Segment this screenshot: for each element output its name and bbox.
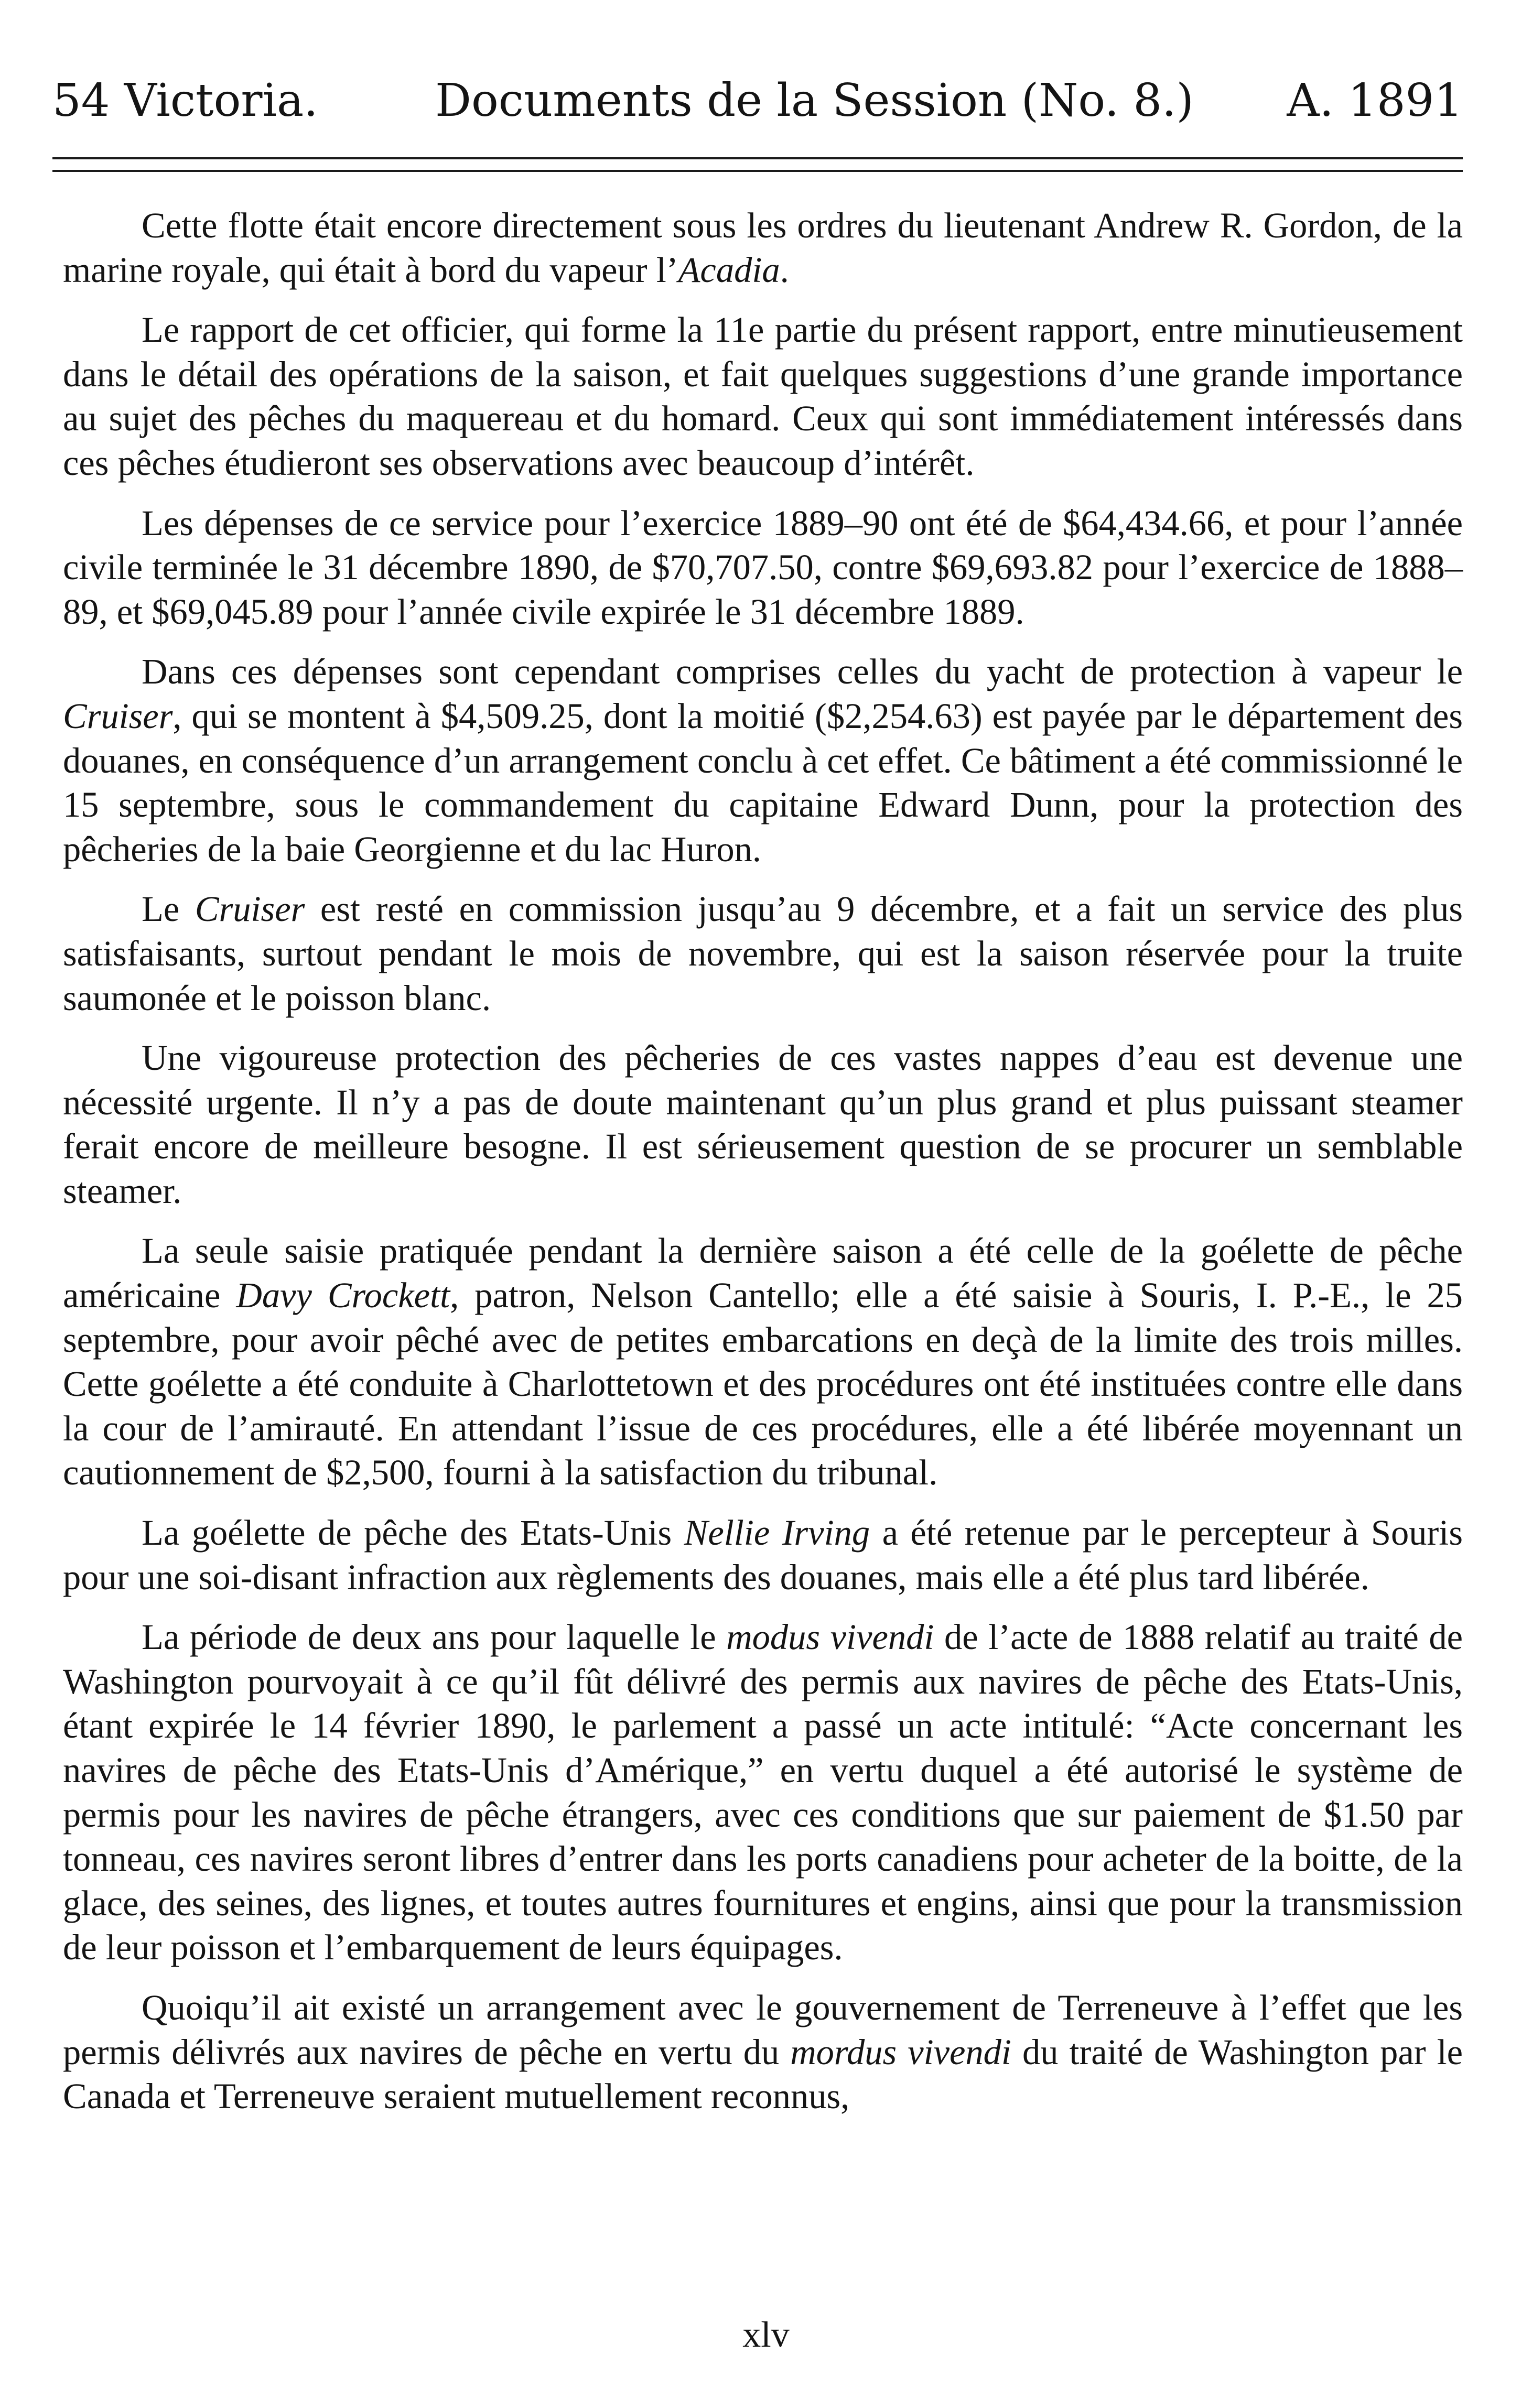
paragraph-9-text: La période de deux ans pour laquelle le bbox=[142, 1617, 727, 1657]
header-volume: 54 Victoria. bbox=[52, 74, 318, 127]
paragraph-5-start: Le bbox=[142, 889, 195, 929]
paragraph-7-text: La seule saisie pratiquée pendant la dernière saison a été celle de la goélette de pêche américaine bbox=[63, 1231, 1463, 1316]
header-rule-bottom bbox=[52, 170, 1463, 172]
paragraph-1 bbox=[63, 203, 1463, 292]
paragraph-4-text: Dans ces dépenses sont cependant comprises celles du yacht de protection à vapeur le bbox=[142, 652, 1463, 692]
running-header bbox=[52, 69, 1463, 132]
paragraph-8 bbox=[63, 1511, 1463, 1599]
paragraph-8-text: La goélette de pêche des Etats-Unis bbox=[142, 1513, 684, 1553]
header-rule-top bbox=[52, 157, 1463, 159]
paragraph-7 bbox=[63, 1229, 1463, 1495]
paragraph-5-text: est resté en commission jusqu’au 9 décembre, et a fait un service des plus satisfaisants, surtout pendant le mois de novembre, qui est la saison réservée pour la truite saumonée et le poisson blanc. bbox=[63, 889, 1463, 1018]
paragraph-5 bbox=[63, 887, 1463, 1020]
paragraph-2: Le rapport de cet officier, qui forme la 11e partie du présent rapport, entre minutieusement dans le détail des opérations de la saison, et fait quelques suggestions d’une grande importance au sujet des pêches du maquereau et du homard. Ceux qui sont immédiatement intéressés dans ces pêches étudieront ses observations avec beaucoup d’intérêt. bbox=[63, 310, 1463, 483]
term-modus-vivendi: modus vivendi bbox=[726, 1617, 934, 1657]
paragraph-6: Une vigoureuse protection des pêcheries de ces vastes nappes d’eau est devenue une nécessité urgente. Il n’y a pas de doute maintenant qu’un plus grand et plus puissant steamer ferait encore de meilleure besogne. Il est sérieusement question de se procurer un semblable steamer. bbox=[63, 1038, 1463, 1211]
paragraph-9-end: de l’acte de 1888 relatif au traité de Washington pourvoyait à ce qu’il fût délivré des permis aux navires de pêche des Etats-Unis, étant expirée le 14 février 1890, le parlement a passé un acte intitulé: “Acte concernant les navires de pêche des Etats-Unis d’Amérique,” en vertu duquel a été autorisé le système de permis pour les navires de pêche étrangers, avec ces conditions que sur paiement de $1.50 par tonneau, ces navires seront libres d’entrer dans les ports canadiens pour acheter de la boitte, de la glace, des seines, des lignes, et toutes autres fournitures et engins, ainsi que pour la transmission de leur poisson et l’embarquement de leurs équipages. bbox=[63, 1617, 1463, 1968]
paragraph-10-text: Quoiqu’il ait existé un arrangement avec le gouvernement de Terreneuve à l’effet que les permis délivrés aux navires de pêche en vertu du bbox=[63, 1987, 1463, 2072]
term-mordus-vivendi: mordus vivendi bbox=[790, 2032, 1011, 2072]
ship-name-nellie-irving: Nellie Irving bbox=[684, 1513, 870, 1553]
page-number: xlv bbox=[742, 2315, 790, 2355]
paragraph-7-end: , patron, Nelson Cantello; elle a été saisie à Souris, I. P.-E., le 25 septembre, pour avoir pêché avec de petites embarcations en deçà de la limite des trois milles. Cette goélette a été conduite à Charlottetown et des procédures ont été instituées contre elle dans la cour de l’amirauté. En attendant l’issue de ces procédures, elle a été libérée moyennant un cautionnement de $2,500, fourni à la satisfaction du tribunal. bbox=[63, 1275, 1463, 1493]
header-title: Documents de la Session (No. 8.) bbox=[435, 74, 1194, 127]
paragraph-3: Les dépenses de ce service pour l’exercice 1889–90 ont été de $64,434.66, et pour l’année civile terminée le 31 décembre 1890, de $70,707.50, contre $69,693.82 pour l’exercice de 1888–89, et $69,045.89 pour l’année civile expirée le 31 décembre 1889. bbox=[63, 503, 1463, 632]
ship-name-davy-crockett: Davy Crockett bbox=[236, 1275, 450, 1316]
paragraph-4-end: , qui se montent à $4,509.25, dont la moitié ($2,254.63) est payée par le département des douanes, en conséquence d’un arrangement conclu à cet effet. Ce bâtiment a été commissionné le 15 septembre, sous le commandement du capitaine Edward Dunn, pour la protection des pêcheries de la baie Georgienne et du lac Huron. bbox=[63, 696, 1463, 869]
paragraph-10 bbox=[63, 1986, 1463, 2119]
ship-name-cruiser: Cruiser bbox=[195, 889, 305, 929]
body-text bbox=[63, 203, 1463, 2134]
ship-name-cruiser: Cruiser bbox=[63, 696, 173, 736]
header-year: A. 1891 bbox=[1287, 74, 1463, 127]
paragraph-10-end: du traité de Washington par le Canada et Terreneuve seraient mutuellement reconnus, bbox=[63, 2032, 1463, 2117]
paragraph-1-end: . bbox=[780, 250, 789, 290]
paragraph-8-end: a été retenue par le percepteur à Souris pour une soi-disant infraction aux règlements des douanes, mais elle a été plus tard libérée. bbox=[63, 1513, 1463, 1597]
paragraph-1-text: Cette flotte était encore directement sous les ordres du lieutenant Andrew R. Gordon, de la marine royale, qui était à bord du vapeur l’ bbox=[63, 205, 1463, 290]
paragraph-4 bbox=[63, 649, 1463, 871]
paragraph-9 bbox=[63, 1615, 1463, 1970]
ship-name-acadia: Acadia bbox=[678, 250, 780, 290]
